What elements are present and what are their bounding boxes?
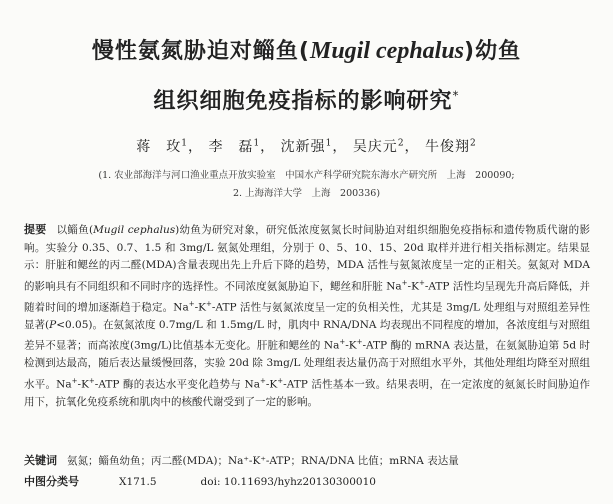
superscript: + (206, 299, 212, 308)
superscript: + (71, 376, 78, 385)
classification-code: X171.5 (119, 476, 157, 488)
superscript: + (188, 299, 195, 308)
author: 牛俊翔 (425, 139, 470, 155)
superscript: + (418, 278, 425, 287)
author: 李 磊 (208, 139, 254, 155)
abstract-text: -K (345, 339, 357, 352)
abstract-latin-name: Mugil cephalus (93, 224, 176, 236)
title-latin-name: Mugil cephalus (309, 38, 465, 64)
abstract (24, 221, 590, 411)
abstract-text: 以鲻鱼( (56, 224, 94, 236)
keywords (24, 452, 590, 468)
keywords-label: 关键词 (24, 454, 57, 467)
author-list: 蒋 玫$^1$， 李 磊$^1$， 沈新强$^1$， 吴庆元$^2$， 牛俊翔$^2$ (136, 138, 477, 155)
abstract-text: -K (194, 301, 207, 313)
abstract-text: )幼鱼为研究对象，研究低浓度氨氮长时间胁迫对组织细胞免疫指标和遗传物质代谢的影响。实验分 0.35、0.7、1.5 和 3mg/L 氨氮处理组，分别于 0、5、10、15、20d 取样并进行相关指标测定。结果显示：肝脏和鳃丝的丙二醛(MDA)含量表现出先上升后下降的趋势，MDA 活性与氨氮浓度呈一定的正相关。氨氮对 MDA 的影响具有不同组织和不同时序的选择性。不同浓度氨氮胁迫下，鳃丝和肝脏 Na (24, 224, 590, 292)
classification-label: 中图分类号 (24, 475, 79, 488)
affiliation-line-1: (1. 农业部海洋与河口渔业重点开放实验室 中国水产科学研究院东海水产研究所 上海 200090; (98, 170, 515, 181)
superscript: + (88, 376, 95, 385)
title-suffix: )幼鱼 (464, 39, 522, 64)
classification (24, 473, 590, 489)
doi: doi: 10.11693/hyhz20130300010 (200, 476, 376, 488)
p-value-symbol: P (49, 318, 57, 331)
author-affiliation-mark: 1 (181, 138, 188, 149)
author-affiliation-mark: 2 (397, 138, 405, 149)
author-affiliation-mark: 2 (470, 138, 477, 149)
title-footnote-mark: * (452, 88, 460, 103)
abstract-text: -ATP 酶的表达水平变化趋势与 Na (94, 378, 260, 390)
abstract-text: -K (77, 378, 89, 390)
superscript: + (356, 338, 363, 346)
keywords-text: 氨氮；鲻鱼幼鱼；丙二醛(MDA)；Na⁺-K⁺-ATP；RNA/DNA 比值；mRNA 表达量 (67, 455, 459, 467)
author: 蒋 玫 (136, 139, 182, 155)
abstract-label: 提要 (24, 223, 47, 236)
abstract-text: <0.05)。在氨氮浓度 0.7mg/L 和 1.5mg/L 时，肌肉中 RNA/DNA 均表现出不同程度的增加，各浓度组与对照组差异不显著；而高浓度(3mg/L)比值基本无变化。肝脏和鳃丝的 Na (24, 318, 590, 352)
superscript: + (277, 376, 284, 385)
superscript: + (260, 376, 266, 385)
author: 吴庆元 (352, 139, 398, 155)
abstract-text: -K (265, 378, 278, 390)
author-affiliation-mark: 1 (253, 138, 261, 149)
abstract-text: -ATP 活性基本一致。结果表明，在一定浓度的氨氮长时间胁迫作用下，抗氧化免疫系统和肌肉中的核酸代谢受到了一定的影响。 (24, 378, 591, 408)
affiliation-line-2: 2. 上海海洋大学 上海 200336) (232, 188, 381, 199)
abstract-text: -ATP 活性均呈现先升高后降低，并随着时间的增加逐渐趋于稳定。Na (24, 280, 590, 313)
author: 沈新强 (280, 139, 326, 155)
paper-title-line1 (0, 34, 613, 65)
author-affiliation-mark: 1 (325, 138, 333, 149)
paper-title-line2 (0, 84, 613, 115)
abstract-text: -ATP 酶的 mRNA 表达量，在氨氮胁迫第 5d 时检测到达最高，随后表达量缓慢回落，实验 20d 除 3mg/L 处理组表达量仍高于对照组水平外，其他处理组均降至对照组水平。Na (24, 339, 590, 390)
title-line2-text: 组织细胞免疫指标的影响研究 (153, 89, 453, 114)
superscript: + (339, 338, 346, 346)
abstract-text: -ATP 活性与氨氮浓度呈一定的负相关性，尤其是 3mg/L 处理组与对照组差异性显著( (24, 301, 590, 331)
superscript: + (401, 278, 408, 287)
abstract-text: -K (407, 280, 419, 292)
title-prefix: 慢性氨氮胁迫对鲻鱼( (91, 39, 310, 64)
